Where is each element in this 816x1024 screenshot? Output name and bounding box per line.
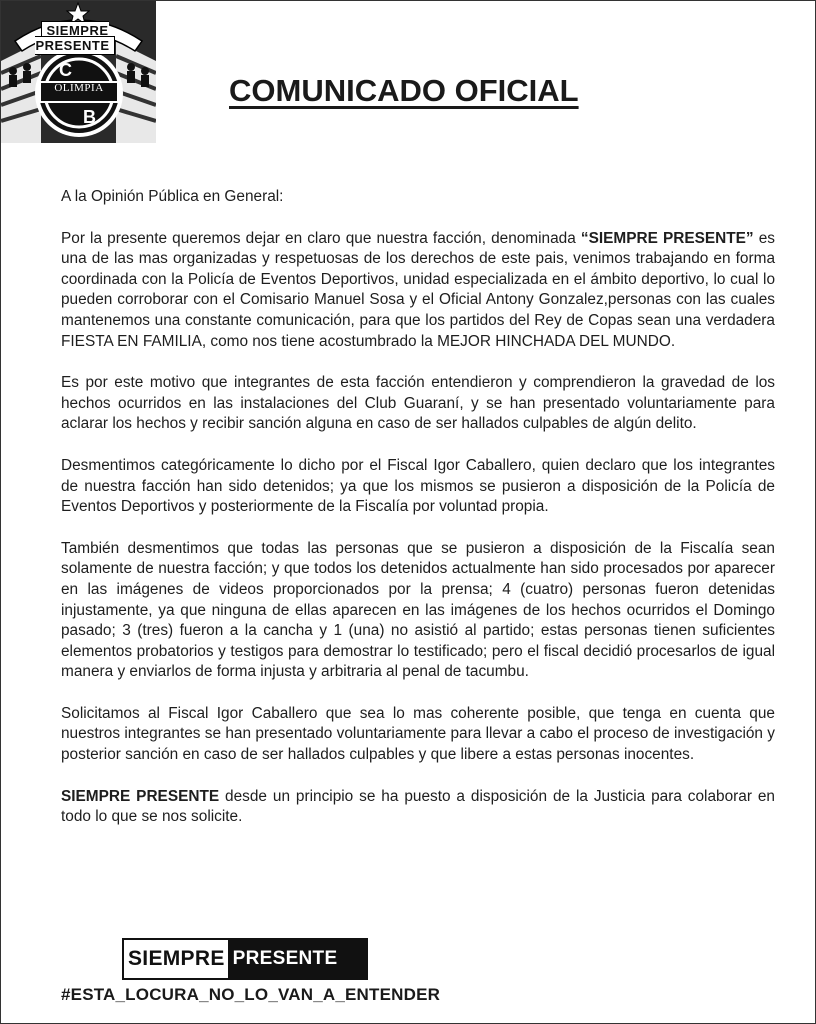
paragraph-6-text: desde un principio se ha puesto a disposición de la Justicia para colaborar en todo lo que se nos solicite.: [61, 787, 775, 826]
wordmark-left: SIEMPRE: [124, 940, 228, 978]
siempre-presente-wordmark: [122, 938, 368, 980]
paragraph-4: También desmentimos que todas las personas que se pusieron a disposición de la Fiscalía sean solamente de nuestra facción; y que todos los detenidos actualmente han sido procesados por aparecer en las imágenes de videos proporcionados por la prensa; 4 (cuatro) personas fueron detenidas injustamente, ya que ninguna de ellas aparecen en las imágenes de los hechos ocurridos el Domingo pasado; 3 (tres) fueron a la cancha y 1 (una) no asistió al partido; estas personas tienen suficientes elementos probatorios y testigos para demostrar lo testificado; pero el fiscal decidió procesarlos de igual manera y enviarlos de forma injusta y arbitraria al penal de tacumbu.: [61, 539, 775, 681]
paragraph-1-text-a: Por la presente queremos dejar en claro que nuestra facción, denominada: [61, 229, 581, 247]
club-crest-logo: [1, 1, 156, 143]
svg-text:B: B: [83, 107, 96, 127]
paragraph-2: Es por este motivo que integrantes de esta facción entendieron y comprendieron la gravedad de los hechos ocurridos en las instalaciones del Club Guaraní, y se han presentado voluntariamente para aclarar los hechos y recibir sanción alguna en caso de ser hallados culpables de algún delito.: [61, 374, 775, 433]
page-title: COMUNICADO OFICIAL: [229, 73, 579, 108]
wordmark-right: PRESENTE: [228, 940, 366, 978]
paragraph-3: Desmentimos categóricamente lo dicho por el Fiscal Igor Caballero, quien declaro que los integrantes de nuestra facción han sido detenidos; ya que los mismos se pusieron a disposición de la Policía de Eventos Deportivos y posteriormente de la Fiscalía por voluntad propia.: [61, 456, 775, 516]
faction-name-bold: “SIEMPRE PRESENTE”: [580, 229, 754, 247]
crest-banner-text: SIEMPRE PRESENTE: [15, 23, 135, 53]
salutation: A la Opinión Pública en General:: [61, 188, 284, 205]
paragraph-6: [61, 787, 775, 828]
svg-text:C: C: [59, 60, 72, 80]
crest-club-name: OLIMPIA: [54, 82, 104, 94]
paragraph-1-text-c: es una de las mas organizadas y respetuosas de los derechos de este pais, venimos trabajando en forma coordinada con la Policía de Eventos Deportivos, unidad especializada en el ámbito deportivo, lo cual lo pueden corroborar con el Comisario Manuel Sosa y el Oficial Antony Gonzalez,personas con las cuales mantenemos una constante comunicación, para que los partidos del Rey de Copas sean una verdadera FIESTA EN FAMILIA, como nos tiene acostumbrado la MEJOR HINCHADA DEL MUNDO.: [61, 229, 776, 350]
paragraph-5: Solicitamos al Fiscal Igor Caballero que sea lo mas coherente posible, que tenga en cuenta que nuestros integrantes se han presentado voluntariamente para llevar a cabo el proceso de investigación y posterior sanción en caso de ser hallados culpables y que libere a estas personas inocentes.: [61, 704, 775, 764]
faction-name-bold-closing: SIEMPRE PRESENTE: [61, 787, 220, 805]
communique-body: [61, 187, 775, 849]
paragraph-1: [61, 229, 775, 353]
hashtag: #ESTA_LOCURA_NO_LO_VAN_A_ENTENDER: [61, 985, 441, 1004]
